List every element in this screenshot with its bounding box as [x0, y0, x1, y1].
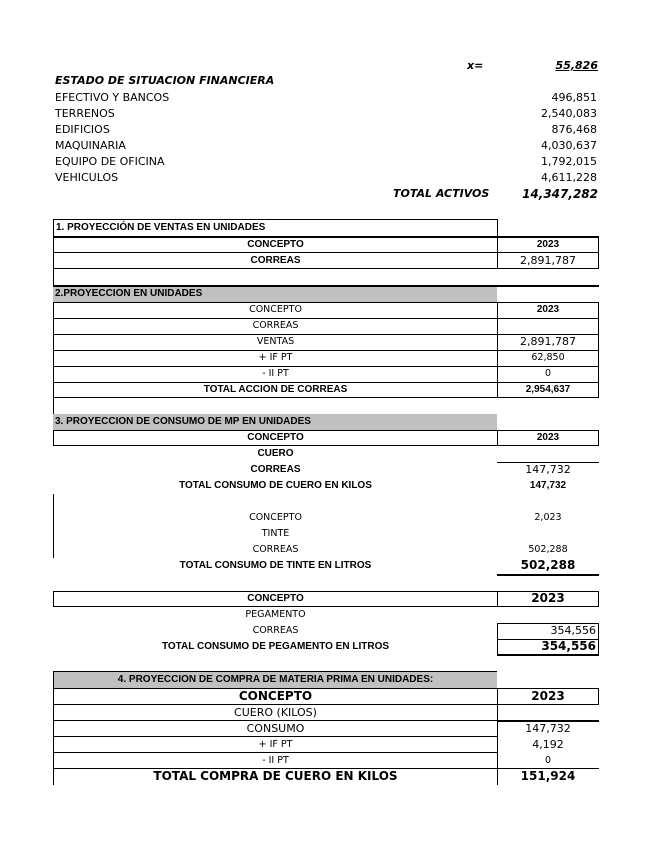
asset-value: 2,540,083 — [541, 107, 597, 120]
row-label: + IF PT — [258, 352, 293, 363]
year-header: 2023 — [531, 591, 565, 605]
row-value: 147,732 — [525, 722, 571, 735]
section-3-title: 3. PROYECCION DE CONSUMO DE MP EN UNIDADES — [55, 416, 311, 427]
divider — [53, 720, 497, 721]
row-value: 4,192 — [532, 738, 564, 751]
concept-header: CONCEPTO — [247, 239, 304, 250]
asset-label: EDIFICIOS — [55, 123, 110, 136]
total-value: 502,288 — [520, 558, 576, 572]
row-label: - II PT — [262, 755, 289, 766]
material-label: CUERO — [257, 448, 294, 459]
concept-header: CONCEPTO — [249, 304, 302, 315]
concept-header: CONCEPTO — [249, 512, 302, 523]
asset-value: 4,030,637 — [541, 139, 597, 152]
item-label: CORREAS — [250, 255, 301, 266]
concept-header: CONCEPTO — [238, 689, 313, 703]
divider — [497, 654, 599, 656]
row-value: 0 — [544, 368, 552, 379]
material-label: CUERO (KILOS) — [234, 706, 317, 719]
total-assets-label: TOTAL ACTIVOS — [393, 187, 490, 200]
divider — [53, 752, 497, 753]
total-label: TOTAL COMPRA DE CUERO EN KILOS — [153, 769, 398, 783]
row-value: 2,891,787 — [520, 335, 576, 348]
asset-value: 876,468 — [551, 123, 597, 136]
year-header: 2023 — [531, 689, 565, 703]
item-label: CORREAS — [252, 625, 299, 636]
row-label: CONSUMO — [246, 722, 305, 735]
page-title: ESTADO DE SITUACION FINANCIERA — [55, 74, 275, 87]
item-label: CORREAS — [252, 544, 299, 555]
x-value: 55,826 — [555, 59, 598, 72]
section-1-title: 1. PROYECCIÓN DE VENTAS EN UNIDADES — [56, 222, 266, 233]
asset-label: EQUIPO DE OFICINA — [55, 155, 165, 168]
divider — [497, 574, 599, 576]
row-label: - II PT — [262, 368, 289, 379]
item-value: 354,556 — [550, 624, 596, 637]
divider — [53, 252, 599, 253]
year-header: 2023 — [536, 432, 560, 443]
item-value: 502,288 — [528, 544, 568, 555]
divider — [53, 268, 599, 269]
x-label: x= — [467, 59, 484, 72]
year-header: 2023 — [536, 304, 560, 315]
row-label: VENTAS — [256, 336, 295, 347]
row-label: + IF PT — [258, 739, 293, 750]
material-label: PEGAMENTO — [245, 609, 306, 620]
total-value: 151,924 — [520, 769, 576, 783]
divider — [53, 736, 497, 737]
concept-header: CONCEPTO — [247, 593, 304, 604]
divider — [53, 398, 54, 414]
total-label: TOTAL CONSUMO DE TINTE EN LITROS — [179, 560, 372, 571]
total-value: 354,556 — [541, 639, 596, 653]
asset-value: 496,851 — [551, 91, 597, 104]
asset-value: 1,792,015 — [541, 155, 597, 168]
asset-label: VEHICULOS — [55, 171, 119, 184]
item-value: 147,732 — [525, 463, 571, 476]
row-value: 62,850 — [531, 352, 565, 363]
total-assets-value: 14,347,282 — [522, 187, 598, 201]
material-label: TINTE — [261, 528, 290, 539]
year-header: 2,023 — [534, 512, 562, 523]
total-label: TOTAL CONSUMO DE PEGAMENTO EN LITROS — [161, 641, 390, 652]
item-label: CORREAS — [250, 464, 301, 475]
divider — [53, 269, 54, 285]
total-label: TOTAL CONSUMO DE CUERO EN KILOS — [179, 480, 372, 491]
concept-header: CONCEPTO — [247, 432, 304, 443]
asset-label: EFECTIVO Y BANCOS — [55, 91, 170, 104]
total-label: TOTAL ACCION DE CORREAS — [203, 384, 348, 395]
product-label: CORREAS — [252, 320, 299, 331]
total-value: 2,954,637 — [525, 384, 571, 395]
row-value: 0 — [544, 755, 552, 766]
total-value: 147,732 — [529, 480, 567, 491]
section-4-title: 4. PROYECCION DE COMPRA DE MATERIA PRIMA EN UNIDADES: — [117, 674, 434, 685]
asset-value: 4,611,228 — [541, 171, 597, 184]
asset-label: TERRENOS — [55, 107, 115, 120]
asset-label: MAQUINARIA — [55, 139, 126, 152]
year-header: 2023 — [536, 239, 560, 250]
item-value: 2,891,787 — [520, 254, 576, 267]
section-2-title: 2.PROYECCION EN UNIDADES — [55, 288, 203, 299]
